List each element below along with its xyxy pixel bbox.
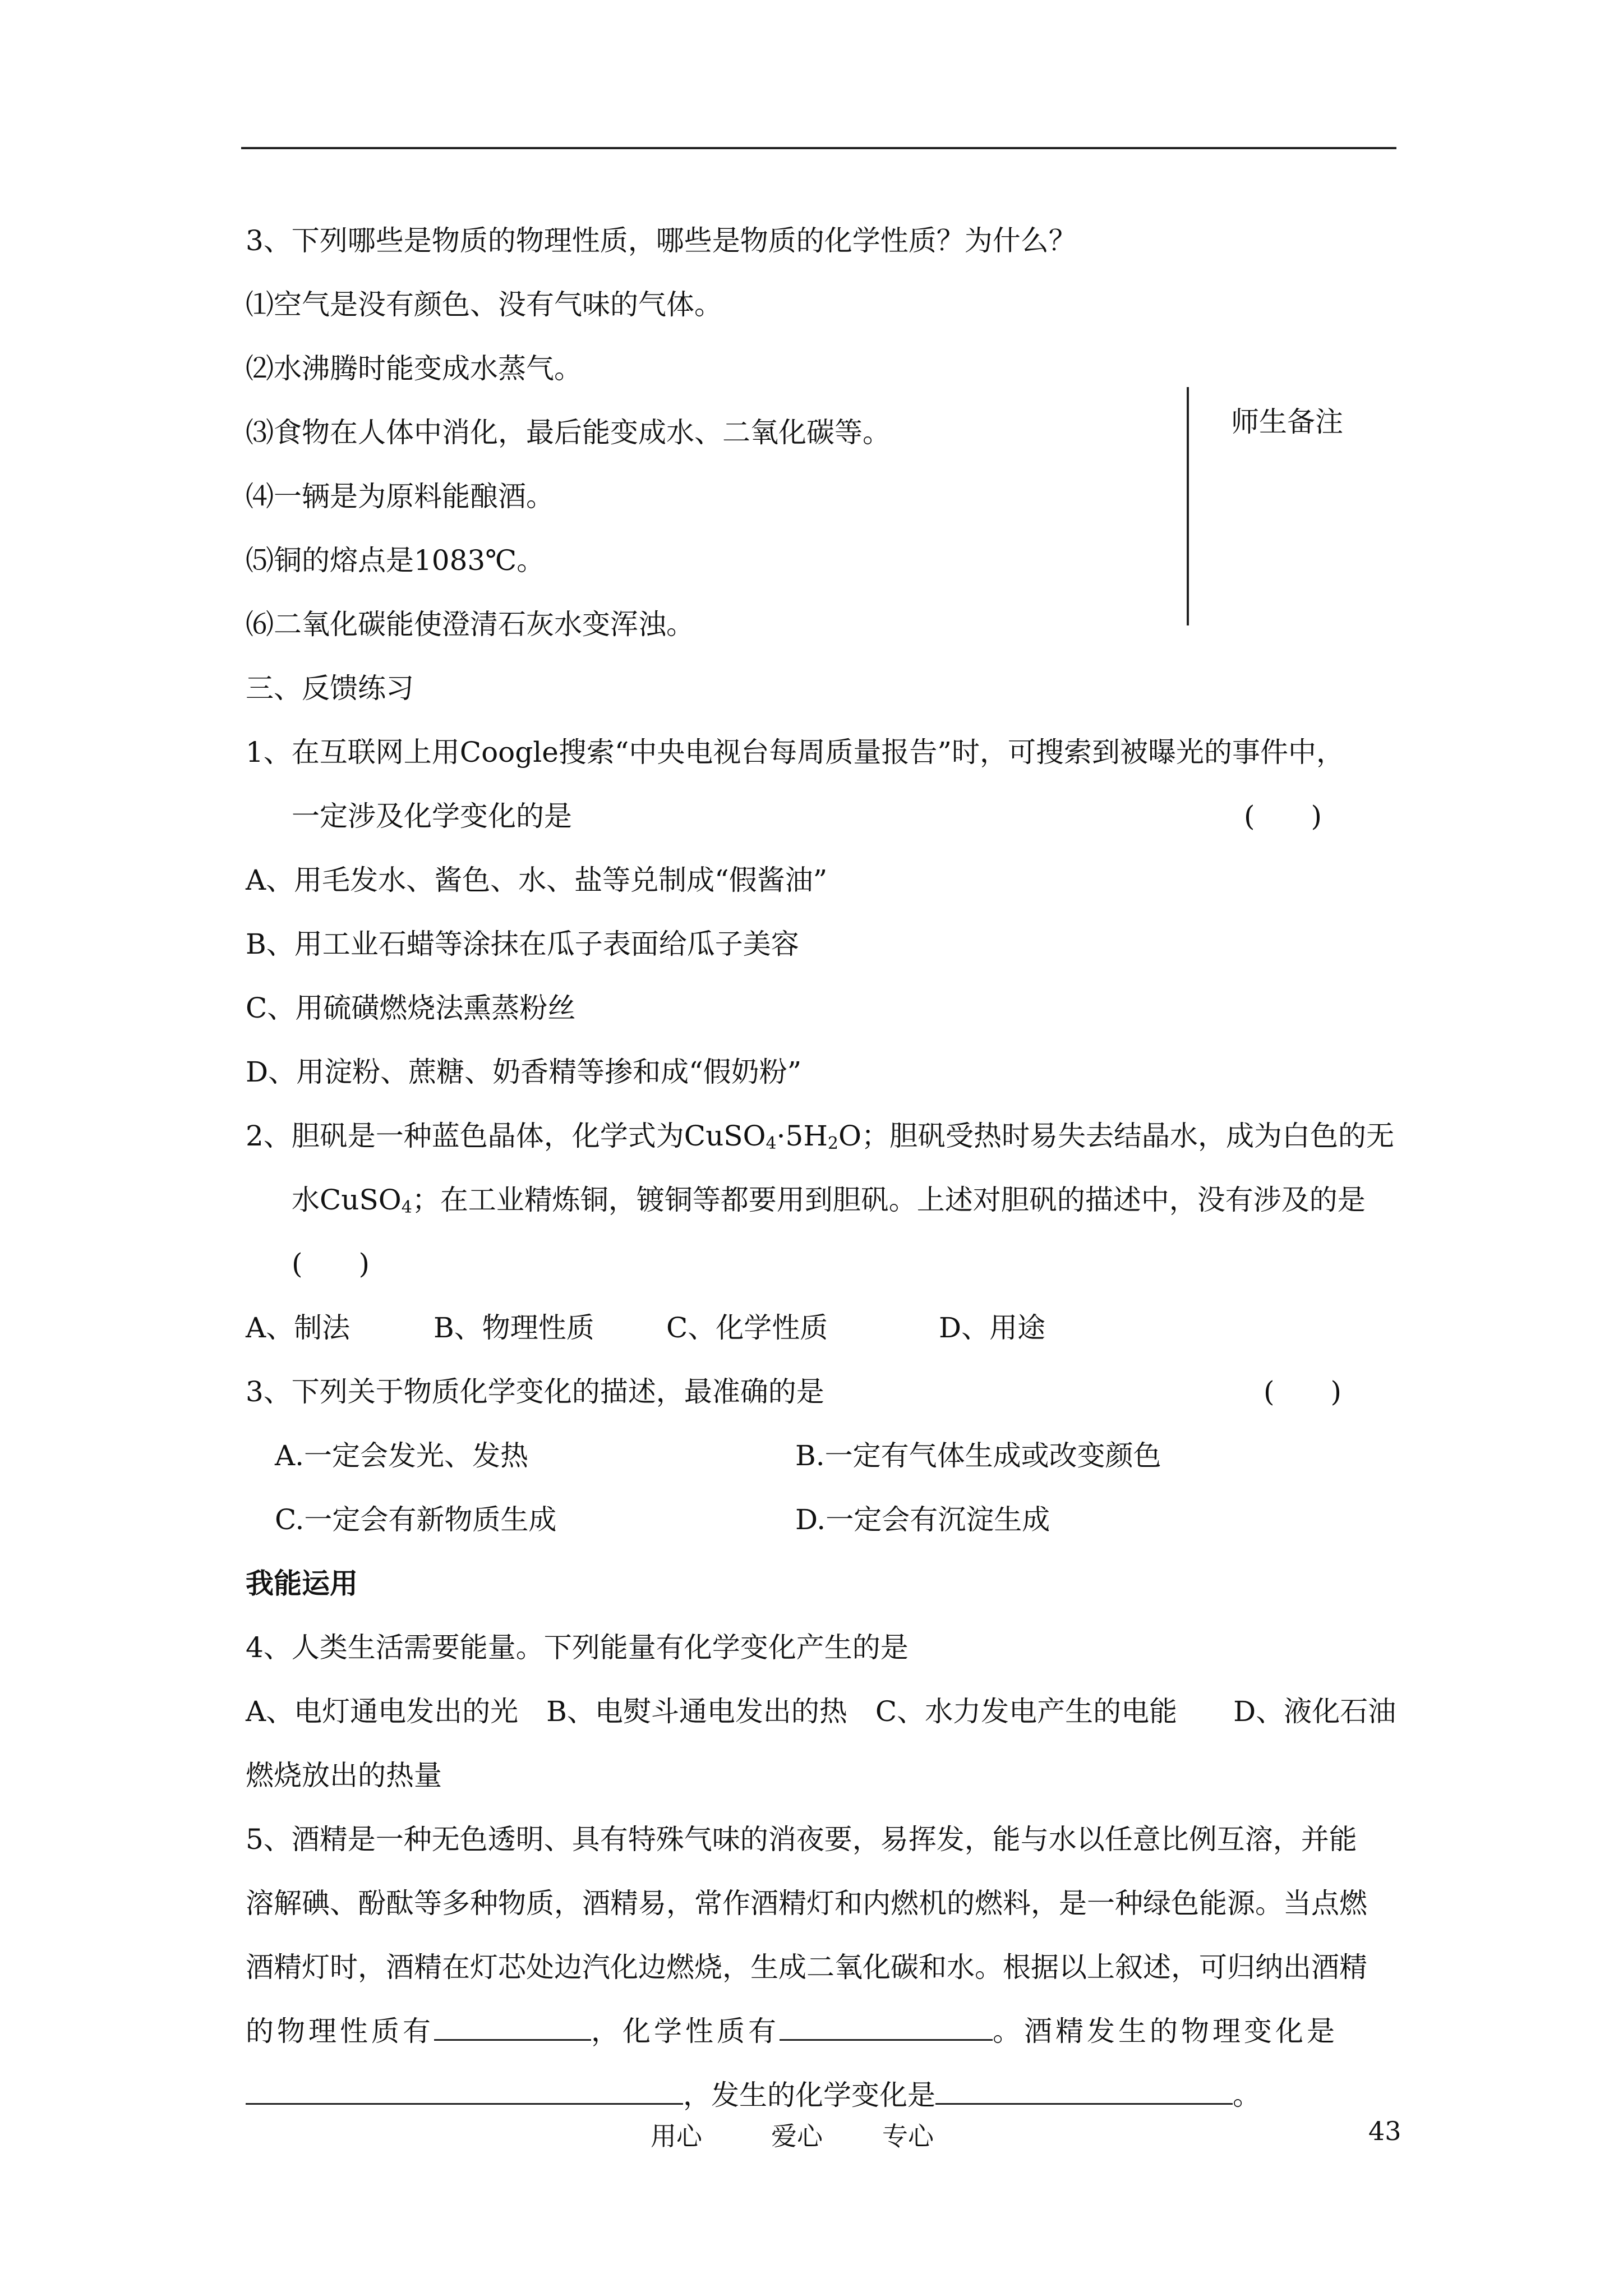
- q3-item-4: ⑷一辆是为原料能酿酒。: [246, 480, 554, 513]
- apply-q4-options: A、电灯通电发出的光 B、电熨斗通电发出的热 C、水力发电产生的电能 D、液化石油: [246, 1695, 1396, 1728]
- fb-q1-option-d: D、用淀粉、蔗糖、奶香精等掺和成“假奶粉”: [246, 1056, 802, 1088]
- q3-item-1: ⑴空气是没有颜色、没有气味的气体。: [246, 288, 722, 321]
- fb-q2-l2-pre: 水CuSO: [292, 1184, 402, 1216]
- q5-physical-label: 的物理性质有: [246, 2015, 434, 2047]
- fb-q2-answer-paren: ( ): [292, 1248, 370, 1280]
- fb-q2-sub4: 4: [766, 1134, 777, 1153]
- fb-q3-options-row2: [246, 1488, 1395, 1552]
- apply-heading: 我能运用: [246, 1567, 358, 1600]
- fb-q3-option-d: D.一定会有沉淀生成: [795, 1503, 1050, 1536]
- fb-q1-option-a: A、用毛发水、酱色、水、盐等兑制成“假酱油”: [246, 864, 828, 896]
- fb-q2-option-b: B、物理性质: [434, 1312, 594, 1344]
- fb-q2-options: [246, 1296, 1395, 1360]
- fb-q3-option-b: B.一定有气体生成或改变颜色: [795, 1439, 1161, 1472]
- q3-item-2: ⑵水沸腾时能变成水蒸气。: [246, 352, 582, 385]
- fb-q1-answer-paren: ( ): [1244, 800, 1322, 832]
- fb-q1-line1: 1、在互联网上用Coogle搜索“中央电视台每周质量报告”时，可搜索到被曝光的事件中，: [246, 736, 1344, 769]
- fb-q2-l1-pre: 2、胆矾是一种蓝色晶体，化学式为CuSO: [246, 1120, 766, 1152]
- apply-q5-line1: 5、酒精是一种无色透明、具有特殊气味的消夜要，易挥发，能与水以任意比例互溶，并能: [246, 1823, 1357, 1856]
- fb-q1-option-c: C、用硫磺燃烧法熏蒸粉丝: [246, 992, 576, 1024]
- fb-q2-option-c: C、化学性质: [666, 1312, 828, 1344]
- fb-q3-stem: 3、下列关于物质化学变化的描述，最准确的是: [246, 1375, 824, 1408]
- q3-item-3: ⑶食物在人体中消化，最后能变成水、二氧化碳等。: [246, 416, 891, 449]
- fb-q3-option-c: C.一定会有新物质生成: [275, 1503, 557, 1536]
- q3-item-5: ⑸铜的熔点是1083℃。: [246, 544, 545, 577]
- apply-q5-line2: 溶解碘、酚酞等多种物质，酒精易，常作酒精灯和内燃机的燃料，是一种绿色能源。当点燃: [246, 1887, 1367, 1920]
- fb-q2-l1-mid: ·5H: [776, 1120, 828, 1152]
- q5-chemical-change-blank[interactable]: [935, 2081, 1233, 2105]
- footer-motto-2: 爱心: [771, 2121, 823, 2151]
- apply-q4-options-cont: 燃烧放出的热量: [246, 1759, 442, 1792]
- fb-q2-option-d: D、用途: [939, 1312, 1046, 1344]
- q3-item-6: ⑹二氧化碳能使澄清石灰水变浑浊。: [246, 608, 694, 641]
- fb-q2-line1: [246, 1104, 1395, 1168]
- footer-motto-3: 专心: [882, 2121, 934, 2151]
- q5-chemical-change-label: ，发生的化学变化是: [683, 2079, 935, 2111]
- q5-physical-blank[interactable]: [434, 2017, 591, 2041]
- fb-q3-line: [246, 1360, 1395, 1424]
- fb-q1-stem: 一定涉及化学变化的是: [292, 800, 572, 832]
- fb-q2-option-a: A、制法: [246, 1312, 351, 1344]
- apply-q5-line4: [246, 1999, 1395, 2063]
- page-number: 43: [1368, 2116, 1401, 2146]
- q5-physical-change-blank[interactable]: [246, 2081, 683, 2105]
- fb-q3-option-a: A.一定会发光、发热: [275, 1439, 529, 1472]
- fb-q1-line2: [246, 784, 1395, 848]
- q5-end-mark: 。: [1233, 2079, 1261, 2111]
- fb-q2-l2-sub4: 4: [401, 1198, 412, 1217]
- fb-q2-sub2: 2: [827, 1134, 839, 1153]
- fb-q2-l1-post: O；胆矾受热时易失去结晶水，成为白色的无: [838, 1120, 1395, 1152]
- header-rule: [241, 147, 1396, 149]
- fb-q3-options-row1: [246, 1424, 1395, 1488]
- q3-question: 3、下列哪些是物质的物理性质，哪些是物质的化学性质？为什么？: [246, 224, 1077, 257]
- q5-chemical-blank[interactable]: [780, 2017, 993, 2041]
- side-notes-label: 师生备注: [1231, 406, 1343, 438]
- document-body: [246, 209, 1395, 2127]
- footer-motto-1: 用心: [651, 2121, 702, 2151]
- fb-q3-answer-paren: ( ): [1264, 1375, 1342, 1408]
- apply-q4-line: 4、人类生活需要能量。下列能量有化学变化产生的是: [246, 1631, 909, 1664]
- apply-q5-line3: 酒精灯时，酒精在灯芯处边汽化边燃烧，生成二氧化碳和水。根据以上叙述，可归纳出酒精: [246, 1951, 1367, 1984]
- fb-q2-line2: [246, 1168, 1395, 1232]
- q5-chemical-label: ，化学性质有: [591, 2015, 780, 2047]
- q5-physical-change-label: 。酒精发生的物理变化是: [993, 2015, 1338, 2047]
- feedback-heading: 三、反馈练习: [246, 672, 414, 705]
- fb-q1-option-b: B、用工业石蜡等涂抹在瓜子表面给瓜子美容: [246, 928, 799, 960]
- fb-q2-l2-post: ；在工业精炼铜，镀铜等都要用到胆矾。上述对胆矾的描述中，没有涉及的是: [412, 1184, 1366, 1216]
